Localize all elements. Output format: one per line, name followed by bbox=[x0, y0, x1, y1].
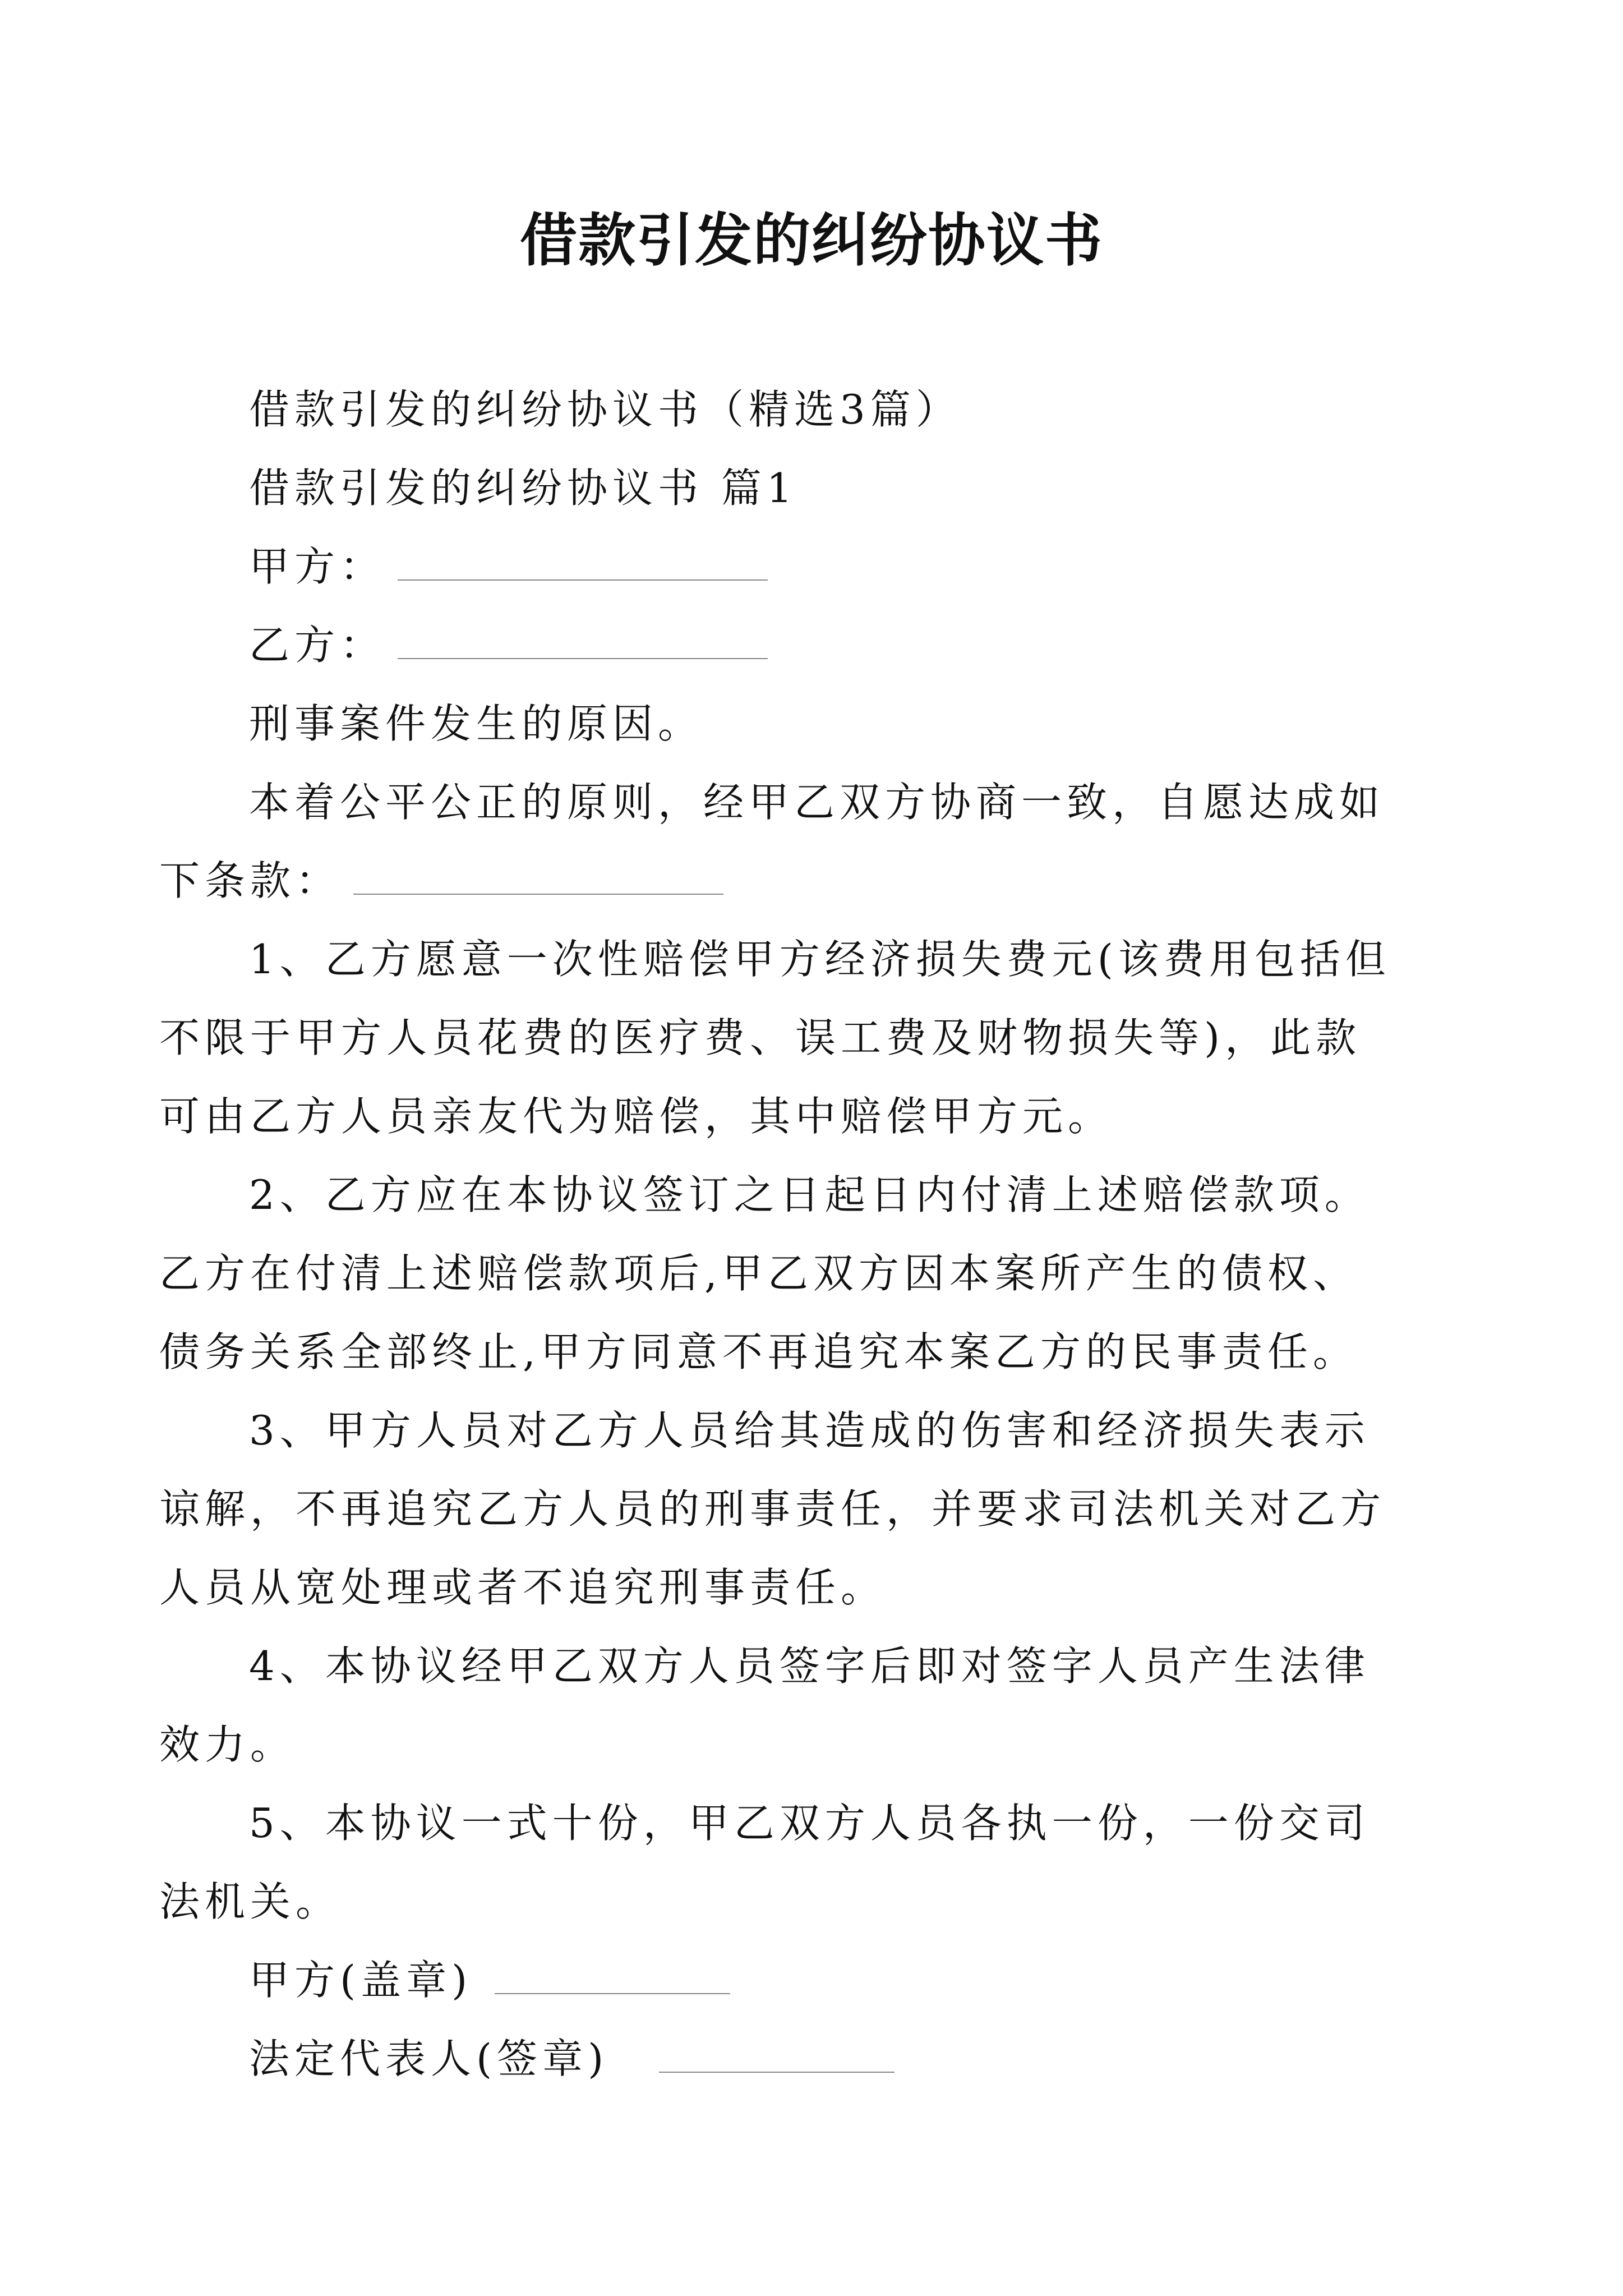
party-b-label: 乙方： bbox=[249, 622, 386, 669]
reason-line: 刑事案件发生的原因。 bbox=[249, 700, 704, 747]
clause-1: 1、乙方愿意一次性赔偿甲方经济损失费元(该费用包括但不限于甲方人员花费的医疗费、误工费及财物损失等)，此款可由乙方人员亲友代为赔偿，其中赔偿甲方元。 bbox=[159, 936, 1391, 1140]
party-b-blank bbox=[398, 645, 768, 659]
sign-legal-rep-label: 法定代表人(签章) bbox=[249, 2035, 609, 2082]
party-b-line bbox=[249, 606, 1393, 684]
terms-blank bbox=[353, 880, 723, 895]
clause-4: 4、本协议经甲乙双方人员签字后即对签字人员产生法律效力。 bbox=[159, 1642, 1370, 1768]
party-a-line bbox=[249, 527, 1393, 606]
party-a-blank bbox=[398, 566, 768, 581]
sign-party-a-line bbox=[249, 1941, 1393, 2019]
clause-2: 2、乙方应在本协议签订之日起日内付清上述赔偿款项。乙方在付清上述赔偿款项后,甲乙双方因本案所产生的债权、债务关系全部终止,甲方同意不再追究本案乙方的民事责任。 bbox=[159, 1171, 1370, 1375]
clause-3: 3、甲方人员对乙方人员给其造成的伤害和经济损失表示谅解，不再追究乙方人员的刑事责任，并要求司法机关对乙方人员从宽处理或者不追究刑事责任。 bbox=[159, 1407, 1386, 1611]
sign-party-a-label: 甲方(盖章) bbox=[249, 1957, 473, 2004]
sign-legal-rep-blank bbox=[659, 2058, 895, 2073]
document-body bbox=[159, 370, 1393, 2098]
party-a-label: 甲方： bbox=[249, 543, 386, 590]
intro-text: 本着公平公正的原则，经甲乙双方协商一致，自愿达成如下条款： bbox=[159, 779, 1385, 904]
document-subtitle: 借款引发的纠纷协议书（精选3篇） bbox=[249, 386, 961, 433]
section-heading: 借款引发的纠纷协议书 篇1 bbox=[249, 464, 797, 512]
sign-legal-rep-line bbox=[249, 2019, 1393, 2098]
document-title: 借款引发的纠纷协议书 bbox=[520, 208, 1103, 274]
sign-party-a-blank bbox=[495, 1980, 730, 1994]
clause-5: 5、本协议一式十份，甲乙双方人员各执一份，一份交司法机关。 bbox=[159, 1800, 1370, 1925]
intro-paragraph bbox=[159, 763, 1393, 920]
